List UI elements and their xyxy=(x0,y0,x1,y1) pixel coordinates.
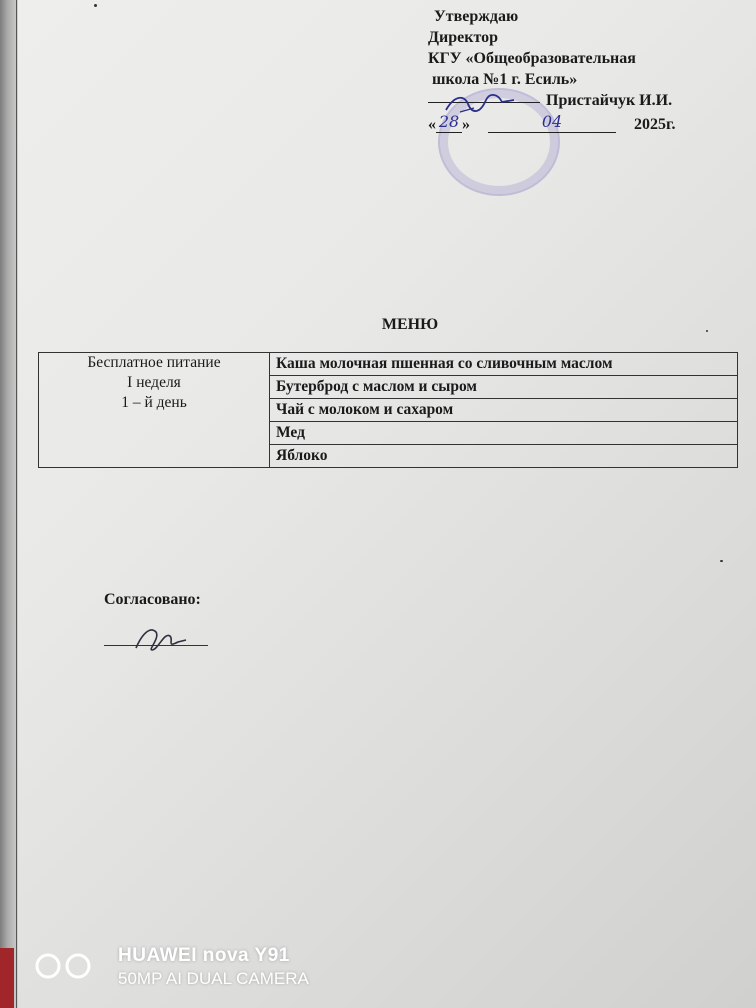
approval-signer: Пристайчук И.И. xyxy=(546,92,673,109)
date-open-quote: « xyxy=(428,116,436,133)
meal-week: I неделя xyxy=(127,374,181,391)
agreed-signature xyxy=(130,620,190,656)
camera-brand: HUAWEI nova Y91 xyxy=(118,945,290,966)
agreed-label: Согласовано: xyxy=(104,591,201,608)
dish-cell: Яблоко xyxy=(270,445,738,468)
camera-logo-icon xyxy=(34,951,96,981)
date-month: 04 xyxy=(488,111,616,133)
meal-category-cell xyxy=(39,353,270,468)
dish-cell: Бутерброд с маслом и сыром xyxy=(270,376,738,399)
director-signature xyxy=(440,86,520,126)
meal-category: Бесплатное питание xyxy=(87,354,221,371)
approval-heading: Утверждаю xyxy=(434,8,519,25)
table-row xyxy=(39,353,738,376)
dust-speck xyxy=(94,4,97,7)
date-close-quote: » xyxy=(462,116,470,133)
approval-position: Директор xyxy=(428,29,498,46)
dish-cell: Каша молочная пшенная со сливочным маслом xyxy=(270,353,738,376)
menu-table xyxy=(38,352,738,468)
dish-cell: Чай с молоком и сахаром xyxy=(270,399,738,422)
camera-spec: 50MP AI DUAL CAMERA xyxy=(118,969,309,988)
meal-day: 1 – й день xyxy=(121,394,187,411)
approval-organization: КГУ «Общеобразовательная xyxy=(428,50,636,67)
approval-school: школа №1 г. Есиль» xyxy=(432,71,578,88)
dust-speck xyxy=(720,560,723,562)
date-year: 2025г. xyxy=(634,116,676,133)
page-edge-line xyxy=(16,0,17,1008)
page-title: МЕНЮ xyxy=(381,316,439,333)
date-day: 28 xyxy=(436,111,462,133)
dust-speck xyxy=(706,330,708,332)
dish-cell: Мед xyxy=(270,422,738,445)
background-object xyxy=(0,948,14,1008)
